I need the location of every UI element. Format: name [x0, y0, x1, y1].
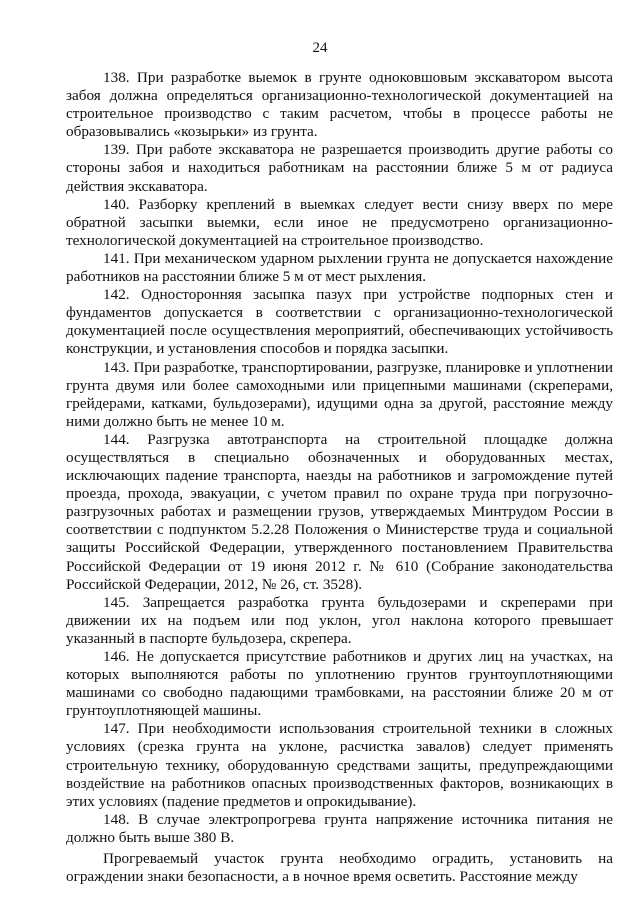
page-number: 24	[312, 40, 328, 56]
paragraph-148-continuation: Прогреваемый участок грунта необходимо оградить, установить на ограждении знаки безопасности, а в ночное время осветить. Расстояние между	[66, 850, 613, 886]
document-body	[66, 69, 613, 886]
paragraph-138: 138. При разработке выемок в грунте одноковшовым экскаватором высота забоя должна определяться организационно-технологической документацией на строительное производство с таким расчетом, чтобы в процессе работы не образовывались «козырьки» из грунта.	[66, 69, 613, 141]
paragraph-139: 139. При работе экскаватора не разрешается производить другие работы со стороны забоя и находиться работникам на расстоянии ближе 5 м от радиуса действия экскаватора.	[66, 141, 613, 195]
paragraph-146: 146. Не допускается присутствие работников и других лиц на участках, на которых выполняются работы по уплотнению грунтов грунтоуплотняющими машинами со свободно падающими трамбовками, на расстоянии ближе 20 м от грунтоуплотняющей машины.	[66, 648, 613, 720]
paragraph-147: 147. При необходимости использования строительной техники в сложных условиях (срезка грунта на уклоне, расчистка завалов) следует применять строительную технику, оборудованную средствами защиты, предупреждающими воздействие на работников опасных производственных факторов, возникающих в этих условиях (падение предметов и опрокидывание).	[66, 720, 613, 810]
paragraph-141: 141. При механическом ударном рыхлении грунта не допускается нахождение работников на расстоянии ближе 5 м от мест рыхления.	[66, 249, 613, 286]
paragraph-144: 144. Разгрузка автотранспорта на строительной площадке должна осуществляться в специально обозначенных и оборудованных местах, исключающих падение транспорта, наезды на работников и загромождение путей проезда, прохода, эвакуации, с учетом правил по охране труда при погрузочно-разгрузочных работах и размещении грузов, утверждаемых Минтрудом России в соответствии с подпунктом 5.2.28 Положения о Министерстве труда и социальной защиты Российской Федерации, утвержденного постановлением Правительства Российской Федерации от 19 июня 2012 г. № 610 (Собрание законодательства Российской Федерации, 2012, № 26, ст. 3528).	[66, 430, 613, 593]
paragraph-140: 140. Разборку креплений в выемках следует вести снизу вверх по мере обратной засыпки выемки, если иное не предусмотрено организационно-технологической документацией на строительное производство.	[66, 195, 613, 249]
paragraph-148: 148. В случае электропрогрева грунта напряжение источника питания не должно быть выше 380 В.	[66, 810, 613, 846]
paragraph-143: 143. При разработке, транспортировании, разгрузке, планировке и уплотнении грунта двумя или более самоходными или прицепными машинами (скреперами, грейдерами, катками, бульдозерами), идущими одна за другой, расстояние между ними должно быть не менее 10 м.	[66, 358, 613, 430]
paragraph-142: 142. Односторонняя засыпка пазух при устройстве подпорных стен и фундаментов допускается в соответствии с организационно-технологической документацией после осуществления мероприятий, обеспечивающих устойчивость конструкции, и установления способов и порядка засыпки.	[66, 286, 613, 358]
paragraph-145: 145. Запрещается разработка грунта бульдозерами и скреперами при движении их на подъем или под уклон, угол наклона которого превышает указанный в паспорте бульдозера, скрепера.	[66, 593, 613, 647]
